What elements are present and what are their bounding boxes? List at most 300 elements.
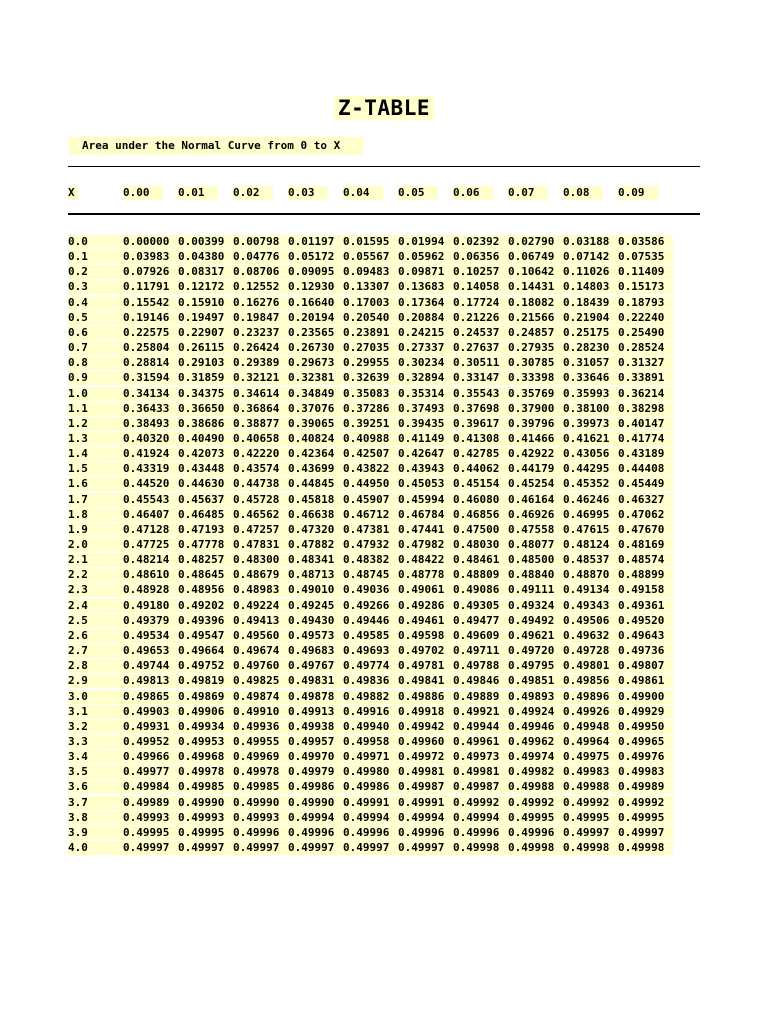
table-cell: 0.49324: [508, 599, 563, 613]
table-cell: 0.49807: [618, 659, 673, 673]
table-cell: 0.27637: [453, 341, 508, 355]
table-cell: 0.49997: [178, 841, 233, 855]
row-label: 2.5: [68, 614, 123, 628]
table-cell: 0.49995: [618, 811, 673, 825]
table-cell: 0.49962: [508, 735, 563, 749]
table-cell: 0.49998: [508, 841, 563, 855]
table-cell: 0.49889: [453, 690, 508, 704]
table-cell: 0.47558: [508, 523, 563, 537]
table-cell: 0.48030: [453, 538, 508, 552]
table-cell: 0.49986: [288, 780, 343, 794]
row-label: 0.7: [68, 341, 123, 355]
table-cell: 0.42922: [508, 447, 563, 461]
table-cell: 0.48461: [453, 553, 508, 567]
table-cell: 0.09871: [398, 265, 453, 279]
table-cell: 0.41308: [453, 432, 508, 446]
table-cell: 0.45154: [453, 477, 508, 491]
table-cell: 0.41774: [618, 432, 673, 446]
table-cell: 0.49361: [618, 599, 673, 613]
table-cell: 0.43822: [343, 462, 398, 476]
table-cell: 0.14803: [563, 280, 618, 294]
table-cell: 0.49180: [123, 599, 178, 613]
table-cell: 0.49906: [178, 705, 233, 719]
table-cell: 0.44738: [233, 477, 288, 491]
table-cell: 0.44630: [178, 477, 233, 491]
table-cell: 0.49992: [563, 796, 618, 810]
table-cell: 0.49506: [563, 614, 618, 628]
table-cell: 0.49994: [343, 811, 398, 825]
column-header-x: X: [68, 186, 78, 200]
table-cell: 0.49702: [398, 644, 453, 658]
table-cell: 0.02790: [508, 235, 563, 249]
table-cell: 0.03983: [123, 250, 178, 264]
table-cell: 0.49996: [453, 826, 508, 840]
table-cell: 0.49813: [123, 674, 178, 688]
table-cell: 0.49379: [123, 614, 178, 628]
table-cell: 0.48610: [123, 568, 178, 582]
table-cell: 0.49944: [453, 720, 508, 734]
table-cell: 0.48537: [563, 553, 618, 567]
row-label: 3.7: [68, 796, 123, 810]
table-cell: 0.49969: [233, 750, 288, 764]
table-cell: 0.06749: [508, 250, 563, 264]
table-cell: 0.49973: [453, 750, 508, 764]
table-cell: 0.02392: [453, 235, 508, 249]
table-cell: 0.49983: [563, 765, 618, 779]
row-label: 3.5: [68, 765, 123, 779]
table-cell: 0.37286: [343, 402, 398, 416]
row-label: 3.1: [68, 705, 123, 719]
table-cell: 0.18793: [618, 296, 673, 310]
table-cell: 0.46638: [288, 508, 343, 522]
table-cell: 0.49831: [288, 674, 343, 688]
table-cell: 0.43574: [233, 462, 288, 476]
table-cell: 0.17003: [343, 296, 398, 310]
table-cell: 0.49996: [233, 826, 288, 840]
table-cell: 0.49998: [618, 841, 673, 855]
table-cell: 0.48870: [563, 568, 618, 582]
table-cell: 0.16276: [233, 296, 288, 310]
table-cell: 0.49752: [178, 659, 233, 673]
table-cell: 0.18439: [563, 296, 618, 310]
table-cell: 0.45818: [288, 493, 343, 507]
row-label: 3.4: [68, 750, 123, 764]
table-cell: 0.48077: [508, 538, 563, 552]
table-cell: 0.49573: [288, 629, 343, 643]
table-cell: 0.24857: [508, 326, 563, 340]
table-cell: 0.49461: [398, 614, 453, 628]
table-cell: 0.49989: [123, 796, 178, 810]
table-cell: 0.49957: [288, 735, 343, 749]
table-cell: 0.49992: [618, 796, 673, 810]
table-cell: 0.38298: [618, 402, 673, 416]
table-cell: 0.31859: [178, 371, 233, 385]
table-cell: 0.49953: [178, 735, 233, 749]
table-cell: 0.01994: [398, 235, 453, 249]
table-cell: 0.49938: [288, 720, 343, 734]
table-cell: 0.49995: [178, 826, 233, 840]
table-cell: 0.49865: [123, 690, 178, 704]
table-cell: 0.49286: [398, 599, 453, 613]
table-cell: 0.21904: [563, 311, 618, 325]
table-cell: 0.49903: [123, 705, 178, 719]
table-cell: 0.45543: [123, 493, 178, 507]
row-label: 2.4: [68, 599, 123, 613]
table-cell: 0.49975: [563, 750, 618, 764]
table-cell: 0.22907: [178, 326, 233, 340]
table-cell: 0.49996: [343, 826, 398, 840]
column-header: 0.01: [178, 186, 218, 200]
table-cell: 0.44845: [288, 477, 343, 491]
table-cell: 0.49997: [288, 841, 343, 855]
table-cell: 0.49952: [123, 735, 178, 749]
table-cell: 0.33646: [563, 371, 618, 385]
table-cell: 0.49926: [563, 705, 618, 719]
table-cell: 0.28524: [618, 341, 673, 355]
table-cell: 0.42507: [343, 447, 398, 461]
table-cell: 0.49886: [398, 690, 453, 704]
table-cell: 0.33398: [508, 371, 563, 385]
table-cell: 0.49994: [288, 811, 343, 825]
table-cell: 0.16640: [288, 296, 343, 310]
table-cell: 0.36864: [233, 402, 288, 416]
table-cell: 0.32639: [343, 371, 398, 385]
table-cell: 0.47193: [178, 523, 233, 537]
table-cell: 0.07142: [563, 250, 618, 264]
table-cell: 0.47062: [618, 508, 673, 522]
table-cell: 0.49979: [288, 765, 343, 779]
table-cell: 0.49111: [508, 583, 563, 597]
header-divider: [68, 213, 700, 215]
row-label: 0.9: [68, 371, 123, 385]
table-cell: 0.49996: [508, 826, 563, 840]
table-cell: 0.49983: [618, 765, 673, 779]
table-cell: 0.39251: [343, 417, 398, 431]
table-cell: 0.28230: [563, 341, 618, 355]
table-cell: 0.49994: [453, 811, 508, 825]
table-cell: 0.48341: [288, 553, 343, 567]
table-cell: 0.25175: [563, 326, 618, 340]
table-cell: 0.49960: [398, 735, 453, 749]
top-divider: [68, 166, 700, 167]
table-cell: 0.21226: [453, 311, 508, 325]
table-cell: 0.49995: [563, 811, 618, 825]
table-cell: 0.20884: [398, 311, 453, 325]
table-cell: 0.40147: [618, 417, 673, 431]
table-cell: 0.49966: [123, 750, 178, 764]
table-cell: 0.49893: [508, 690, 563, 704]
table-cell: 0.49547: [178, 629, 233, 643]
table-cell: 0.05172: [288, 250, 343, 264]
table-cell: 0.49921: [453, 705, 508, 719]
table-cell: 0.49774: [343, 659, 398, 673]
table-cell: 0.05567: [343, 250, 398, 264]
table-cell: 0.49991: [343, 796, 398, 810]
table-cell: 0.42647: [398, 447, 453, 461]
table-cell: 0.38686: [178, 417, 233, 431]
table-cell: 0.43943: [398, 462, 453, 476]
row-label: 1.8: [68, 508, 123, 522]
table-cell: 0.11791: [123, 280, 178, 294]
table-cell: 0.48257: [178, 553, 233, 567]
table-cell: 0.47128: [123, 523, 178, 537]
table-cell: 0.40490: [178, 432, 233, 446]
table-cell: 0.20540: [343, 311, 398, 325]
row-label: 2.8: [68, 659, 123, 673]
table-cell: 0.37900: [508, 402, 563, 416]
table-cell: 0.49413: [233, 614, 288, 628]
table-cell: 0.47500: [453, 523, 508, 537]
table-cell: 0.49446: [343, 614, 398, 628]
table-cell: 0.26730: [288, 341, 343, 355]
table-cell: 0.43448: [178, 462, 233, 476]
table-cell: 0.23891: [343, 326, 398, 340]
table-cell: 0.44062: [453, 462, 508, 476]
table-cell: 0.34375: [178, 387, 233, 401]
table-cell: 0.48809: [453, 568, 508, 582]
table-cell: 0.49202: [178, 599, 233, 613]
table-cell: 0.29673: [288, 356, 343, 370]
table-cell: 0.49995: [508, 811, 563, 825]
table-cell: 0.14431: [508, 280, 563, 294]
table-cell: 0.49989: [618, 780, 673, 794]
table-subtitle: Area under the Normal Curve from 0 to X: [68, 137, 364, 155]
table-cell: 0.46926: [508, 508, 563, 522]
table-cell: 0.49664: [178, 644, 233, 658]
row-label: 2.0: [68, 538, 123, 552]
table-cell: 0.39973: [563, 417, 618, 431]
table-cell: 0.49878: [288, 690, 343, 704]
table-cell: 0.48214: [123, 553, 178, 567]
table-cell: 0.34614: [233, 387, 288, 401]
table-cell: 0.39435: [398, 417, 453, 431]
row-label: 2.3: [68, 583, 123, 597]
table-cell: 0.34134: [123, 387, 178, 401]
table-cell: 0.43189: [618, 447, 673, 461]
table-cell: 0.49674: [233, 644, 288, 658]
table-cell: 0.47831: [233, 538, 288, 552]
table-cell: 0.46327: [618, 493, 673, 507]
table-cell: 0.49711: [453, 644, 508, 658]
table-cell: 0.37698: [453, 402, 508, 416]
table-cell: 0.49683: [288, 644, 343, 658]
table-cell: 0.49841: [398, 674, 453, 688]
table-cell: 0.49931: [123, 720, 178, 734]
row-label: 1.2: [68, 417, 123, 431]
row-label: 0.2: [68, 265, 123, 279]
table-cell: 0.49585: [343, 629, 398, 643]
column-header: 0.05: [398, 186, 438, 200]
table-cell: 0.49396: [178, 614, 233, 628]
table-cell: 0.48713: [288, 568, 343, 582]
table-cell: 0.49955: [233, 735, 288, 749]
table-cell: 0.35993: [563, 387, 618, 401]
table-cell: 0.01197: [288, 235, 343, 249]
table-cell: 0.49997: [563, 826, 618, 840]
table-cell: 0.33147: [453, 371, 508, 385]
table-cell: 0.49693: [343, 644, 398, 658]
table-cell: 0.12172: [178, 280, 233, 294]
table-cell: 0.47725: [123, 538, 178, 552]
table-cell: 0.49825: [233, 674, 288, 688]
table-cell: 0.10257: [453, 265, 508, 279]
table-cell: 0.45254: [508, 477, 563, 491]
table-cell: 0.49994: [398, 811, 453, 825]
table-cell: 0.47320: [288, 523, 343, 537]
table-cell: 0.49998: [563, 841, 618, 855]
table-cell: 0.31594: [123, 371, 178, 385]
table-cell: 0.03188: [563, 235, 618, 249]
table-cell: 0.41621: [563, 432, 618, 446]
row-label: 1.4: [68, 447, 123, 461]
table-cell: 0.25490: [618, 326, 673, 340]
table-cell: 0.22575: [123, 326, 178, 340]
table-cell: 0.49861: [618, 674, 673, 688]
table-cell: 0.18082: [508, 296, 563, 310]
table-cell: 0.00399: [178, 235, 233, 249]
table-cell: 0.48679: [233, 568, 288, 582]
table-cell: 0.43699: [288, 462, 343, 476]
table-cell: 0.49964: [563, 735, 618, 749]
row-label: 2.6: [68, 629, 123, 643]
row-label: 0.3: [68, 280, 123, 294]
table-cell: 0.47615: [563, 523, 618, 537]
table-cell: 0.47670: [618, 523, 673, 537]
table-cell: 0.49998: [453, 841, 508, 855]
table-cell: 0.49916: [343, 705, 398, 719]
table-cell: 0.35083: [343, 387, 398, 401]
table-cell: 0.49266: [343, 599, 398, 613]
table-cell: 0.49520: [618, 614, 673, 628]
table-cell: 0.26424: [233, 341, 288, 355]
table-cell: 0.49974: [508, 750, 563, 764]
table-cell: 0.49985: [233, 780, 288, 794]
table-cell: 0.06356: [453, 250, 508, 264]
page-title: [0, 94, 768, 122]
table-cell: 0.15173: [618, 280, 673, 294]
table-cell: 0.49997: [123, 841, 178, 855]
table-cell: 0.48500: [508, 553, 563, 567]
table-cell: 0.39065: [288, 417, 343, 431]
row-label: 3.3: [68, 735, 123, 749]
table-cell: 0.04380: [178, 250, 233, 264]
table-cell: 0.49632: [563, 629, 618, 643]
table-cell: 0.49882: [343, 690, 398, 704]
table-cell: 0.49987: [453, 780, 508, 794]
table-cell: 0.49819: [178, 674, 233, 688]
column-header: 0.06: [453, 186, 493, 200]
table-cell: 0.49134: [563, 583, 618, 597]
table-cell: 0.49997: [618, 826, 673, 840]
table-cell: 0.12552: [233, 280, 288, 294]
table-cell: 0.49992: [453, 796, 508, 810]
table-cell: 0.49245: [288, 599, 343, 613]
row-label: 0.4: [68, 296, 123, 310]
table-cell: 0.49970: [288, 750, 343, 764]
table-cell: 0.15910: [178, 296, 233, 310]
table-cell: 0.13683: [398, 280, 453, 294]
table-cell: 0.14058: [453, 280, 508, 294]
table-cell: 0.46856: [453, 508, 508, 522]
table-cell: 0.49224: [233, 599, 288, 613]
table-cell: 0.49936: [233, 720, 288, 734]
table-cell: 0.29103: [178, 356, 233, 370]
table-cell: 0.49980: [343, 765, 398, 779]
table-cell: 0.48574: [618, 553, 673, 567]
table-cell: 0.49993: [233, 811, 288, 825]
column-header: 0.04: [343, 186, 383, 200]
table-cell: 0.49869: [178, 690, 233, 704]
table-cell: 0.49992: [508, 796, 563, 810]
table-cell: 0.46784: [398, 508, 453, 522]
table-cell: 0.46995: [563, 508, 618, 522]
table-cell: 0.08706: [233, 265, 288, 279]
table-cell: 0.12930: [288, 280, 343, 294]
row-label: 1.7: [68, 493, 123, 507]
table-cell: 0.28814: [123, 356, 178, 370]
table-cell: 0.49958: [343, 735, 398, 749]
table-cell: 0.49984: [123, 780, 178, 794]
table-cell: 0.32121: [233, 371, 288, 385]
row-label: 3.9: [68, 826, 123, 840]
table-cell: 0.49767: [288, 659, 343, 673]
table-cell: 0.31327: [618, 356, 673, 370]
table-cell: 0.49961: [453, 735, 508, 749]
row-label: 3.8: [68, 811, 123, 825]
table-cell: 0.00798: [233, 235, 288, 249]
table-cell: 0.49990: [178, 796, 233, 810]
table-cell: 0.11409: [618, 265, 673, 279]
table-cell: 0.45907: [343, 493, 398, 507]
table-cell: 0.48300: [233, 553, 288, 567]
table-cell: 0.26115: [178, 341, 233, 355]
table-cell: 0.49988: [563, 780, 618, 794]
table-cell: 0.49948: [563, 720, 618, 734]
table-cell: 0.37076: [288, 402, 343, 416]
column-header: 0.03: [288, 186, 328, 200]
table-cell: 0.17364: [398, 296, 453, 310]
table-cell: 0.08317: [178, 265, 233, 279]
table-cell: 0.47932: [343, 538, 398, 552]
table-cell: 0.45994: [398, 493, 453, 507]
table-cell: 0.49760: [233, 659, 288, 673]
row-label: 2.9: [68, 674, 123, 688]
table-cell: 0.49728: [563, 644, 618, 658]
table-cell: 0.44408: [618, 462, 673, 476]
table-cell: 0.29389: [233, 356, 288, 370]
table-cell: 0.49977: [123, 765, 178, 779]
table-cell: 0.10642: [508, 265, 563, 279]
table-cell: 0.38877: [233, 417, 288, 431]
table-cell: 0.49990: [288, 796, 343, 810]
row-label: 1.6: [68, 477, 123, 491]
table-cell: 0.45728: [233, 493, 288, 507]
table-cell: 0.47381: [343, 523, 398, 537]
table-cell: 0.49950: [618, 720, 673, 734]
table-cell: 0.49934: [178, 720, 233, 734]
table-cell: 0.07535: [618, 250, 673, 264]
table-cell: 0.37493: [398, 402, 453, 416]
column-header: 0.02: [233, 186, 273, 200]
row-label: 2.2: [68, 568, 123, 582]
table-cell: 0.19497: [178, 311, 233, 325]
table-cell: 0.49430: [288, 614, 343, 628]
table-cell: 0.45637: [178, 493, 233, 507]
table-cell: 0.44950: [343, 477, 398, 491]
table-cell: 0.49874: [233, 690, 288, 704]
table-cell: 0.49988: [508, 780, 563, 794]
table-cell: 0.49900: [618, 690, 673, 704]
